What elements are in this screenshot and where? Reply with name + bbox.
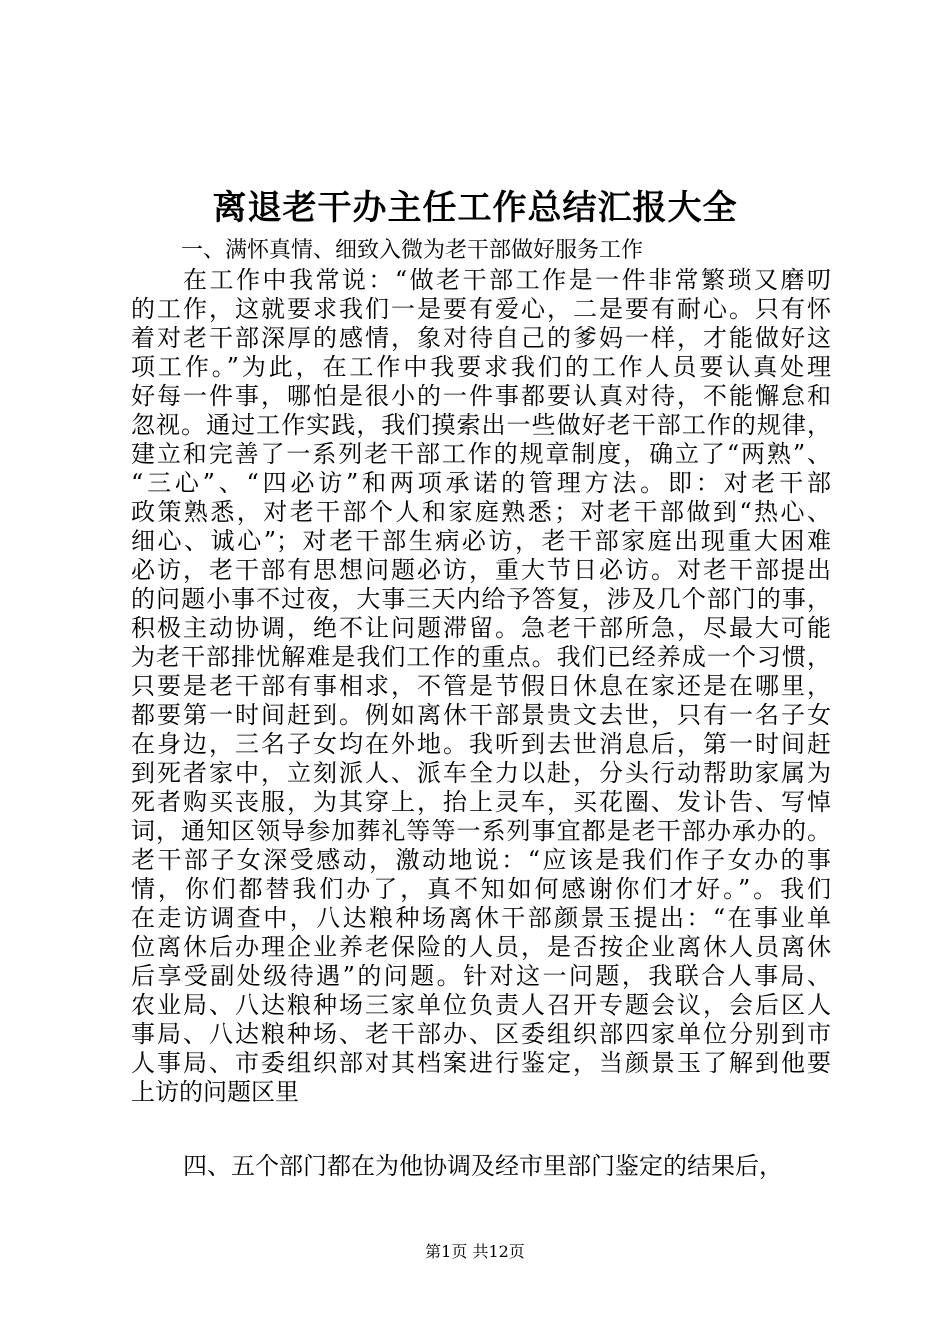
text-line: 四、五个部门都在为他协调及经市里部门鉴定的结果后， (183, 1152, 783, 1180)
text-line: 项工作。”为此，在工作中我要求我们的工作人员要认真处理 (131, 353, 831, 381)
text-line: 情，你们都替我们办了，真不知如何感谢你们才好。”。我们 (131, 875, 831, 903)
text-line: 的问题小事不过夜，大事三天内给予答复，涉及几个部门的事， (131, 585, 831, 613)
text-line: 上访的问题区里 (131, 1078, 299, 1106)
text-line: 后享受副处级待遇”的问题。针对这一问题，我联合人事局、 (131, 962, 831, 990)
document-title: 离退老干办主任工作总结汇报大全 (212, 188, 738, 228)
text-line: 事局、八达粮种场、老干部办、区委组织部四家单位分别到市 (131, 1020, 831, 1048)
text-line: 在工作中我常说：“做老干部工作是一件非常繁琐又磨叨 (183, 266, 831, 294)
text-line: “三心”、“四必访”和两项承诺的管理方法。即：对老干部 (131, 469, 831, 497)
section-heading: 一、满怀真情、细致入微为老干部做好服务工作 (181, 238, 644, 263)
text-line: 忽视。通过工作实践，我们摸索出一些做好老干部工作的规律， (131, 411, 831, 439)
text-line: 政策熟悉，对老干部个人和家庭熟悉；对老干部做到“热心、 (131, 498, 831, 526)
text-line: 老干部子女深受感动，激动地说：“应该是我们作子女办的事 (131, 846, 831, 874)
text-line: 到死者家中，立刻派人、派车全力以赴，分头行动帮助家属为 (131, 759, 831, 787)
text-line: 的工作，这就要求我们一是要有爱心，二是要有耐心。只有怀 (131, 295, 831, 323)
text-line: 为老干部排忧解难是我们工作的重点。我们已经养成一个习惯， (131, 643, 831, 671)
text-line: 都要第一时间赶到。例如离休干部景贵文去世，只有一名子女 (131, 701, 831, 729)
text-line: 好每一件事，哪怕是很小的一件事都要认真对待，不能懈怠和 (131, 382, 831, 410)
text-line: 人事局、市委组织部对其档案进行鉴定，当颜景玉了解到他要 (131, 1049, 831, 1077)
text-line: 细心、诚心”；对老干部生病必访，老干部家庭出现重大困难 (131, 527, 831, 555)
text-line: 必访，老干部有思想问题必访，重大节日必访。对老干部提出 (131, 556, 831, 584)
text-line: 建立和完善了一系列老干部工作的规章制度，确立了“两熟”、 (131, 440, 831, 468)
text-line: 农业局、八达粮种场三家单位负责人召开专题会议，会后区人 (131, 991, 831, 1019)
paragraph-2 (131, 1152, 831, 1181)
text-line: 在身边，三名子女均在外地。我听到去世消息后，第一时间赶 (131, 730, 831, 758)
paragraph-1 (131, 266, 831, 1107)
text-line: 死者购买丧服，为其穿上，抬上灵车，买花圈、发讣告、写悼 (131, 788, 831, 816)
page-footer: 第1页 共12页 (425, 1242, 525, 1261)
text-line: 位离休后办理企业养老保险的人员，是否按企业离休人员离休 (131, 933, 831, 961)
text-line: 积极主动协调，绝不让问题滞留。急老干部所急，尽最大可能 (131, 614, 831, 642)
text-line: 词，通知区领导参加葬礼等等一系列事宜都是老干部办承办的。 (131, 817, 831, 845)
text-line: 只要是老干部有事相求，不管是节假日休息在家还是在哪里， (131, 672, 831, 700)
text-line: 着对老干部深厚的感情，象对待自己的爹妈一样，才能做好这 (131, 324, 831, 352)
text-line: 在走访调查中，八达粮种场离休干部颜景玉提出：“在事业单 (131, 904, 831, 932)
